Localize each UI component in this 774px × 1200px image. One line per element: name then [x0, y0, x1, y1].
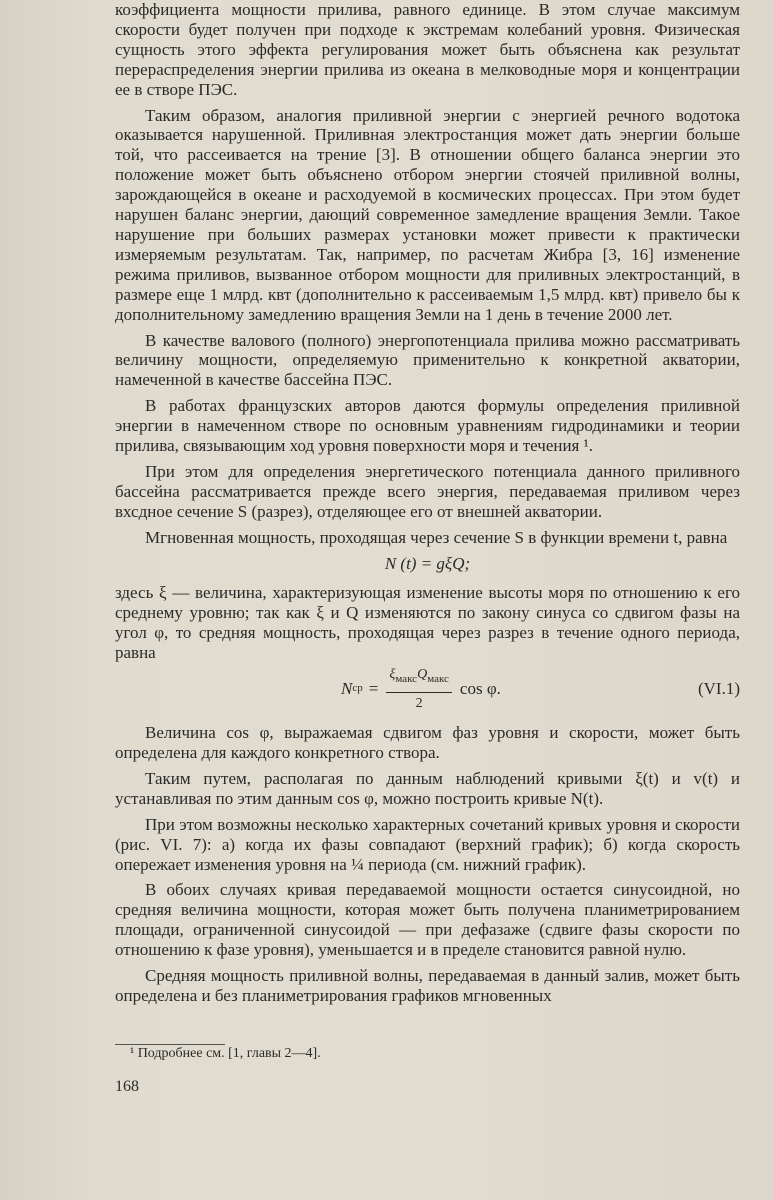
paragraph: Таким путем, располагая по данным наблюдений кривыми ξ(t) и v(t) и устанавливая по этим данным cos φ, можно построить кривые N(t).: [115, 768, 740, 808]
num-xi: ξ: [389, 666, 396, 682]
num-xi-sub: макс: [395, 672, 418, 685]
body-text: [115, 0, 740, 1006]
paragraph: Мгновенная мощность, проходящая через сечение S в функции времени t, равна: [145, 527, 728, 547]
formula-mean-power: [115, 667, 740, 711]
formula-tail: cos φ.: [459, 679, 501, 699]
paragraph: Средняя мощность приливной волны, передаваемая в данный залив, может быть определена и без планиметрирования графиков мгновенных: [115, 966, 740, 1005]
fraction-numerator: [386, 665, 452, 693]
num-q: Q: [417, 666, 428, 682]
equation-number: (VI.1): [697, 679, 740, 699]
formula-fraction: [386, 665, 452, 714]
formula-lhs-sub: ср: [352, 682, 363, 695]
paragraph: При этом для определения энергетического потенциала данного приливного бассейна рассматривается прежде всего энергия, передаваемая приливом через вхсдное сечение S (разрез), отделяющее его от внешней акватории.: [115, 461, 740, 521]
footnote: ¹ Подробнее см. [1, главы 2—4].: [130, 1046, 321, 1061]
formula-instant-power: N (t) = gξQ;: [384, 553, 471, 573]
formula-lhs: N: [341, 679, 353, 699]
paragraph: Величина cos φ, выражаемая сдвигом фаз уровня и скорости, может быть определена для каждого конкретного створа.: [115, 723, 740, 762]
paragraph: В качестве валового (полного) энергопотенциала прилива можно рассматривать величину мощности, определяемую применительно к конкретной акватории, намеченной в качестве бассейна ПЭС.: [115, 330, 740, 390]
paragraph: коэффициента мощности прилива, равного единице. В этом случае максимум скорости будет получен при подходе к экстремам колебаний уровня. Физическая сущность этого эффекта регулирования может быть объяснена как результат перераспределения энергии прилива из океана в мелководные моря и концентрации ее в створе ПЭС.: [115, 0, 740, 99]
footnote-divider: [115, 1044, 225, 1045]
formula-equals: =: [368, 679, 379, 699]
num-q-sub: макс: [427, 672, 449, 685]
fraction-denominator: 2: [415, 695, 423, 711]
paragraph: В работах французских авторов даются формулы определения приливной энергии в намеченном створе по основным уравнениям гидродинамики и теории прилива, связывающим ход уровня поверхности моря и течения ¹.: [115, 396, 740, 456]
paragraph: При этом возможны несколько характерных сочетаний кривых уровня и скорости (рис. VI. 7): а) когда их фазы совпадают (верхний график); б) когда скорость опережает изменения уровня на ¼ периода (см. нижний график).: [115, 814, 740, 874]
paragraph: Таким образом, аналогия приливной энергии с энергией речного водотока оказывается нарушенной. Приливная электростанция может дать энергии больше той, что рассеивается на трение [3]. В отношении общего баланса энергии это положение может быть объяснено отбором энергии стоячей приливной волны, зарождающейся в океане и расходуемой в космических процессах. При этом будет нарушен баланс энергии, дающий современное замедление вращения Земли. Такое нарушение при больших размерах установки может привести к практически измеряемым результатам. Так, например, по расчетам Жибра [3, 16] изменение режима приливов, вызванное отбором мощности для приливных электростанций, в размере еще 1 млрд. квт (дополнительно к рассеиваемым 1,5 млрд. квт) привело бы к дополнительному замедлению вращения Земли на 1 день в течение 2000 лет.: [115, 105, 740, 324]
page-number: 168: [115, 1078, 139, 1095]
paragraph: В обоих случаях кривая передаваемой мощности остается синусоидной, но средняя величина мощности, которая может быть получена планиметрированием площади, ограниченной синусоидой — при дефазаже (сдвиге фазы скорости по отношению к фазе уровня), уменьшается и в пределе становится равной нулю.: [115, 880, 740, 960]
paragraph: здесь ξ — величина, характеризующая изменение высоты моря по отношению к его среднему уровню; так как ξ и Q изменяются по закону синуса со сдвигом фазы на угол φ, то средняя мощность, проходящая через разрез в течение одного периода, равна: [115, 583, 740, 663]
